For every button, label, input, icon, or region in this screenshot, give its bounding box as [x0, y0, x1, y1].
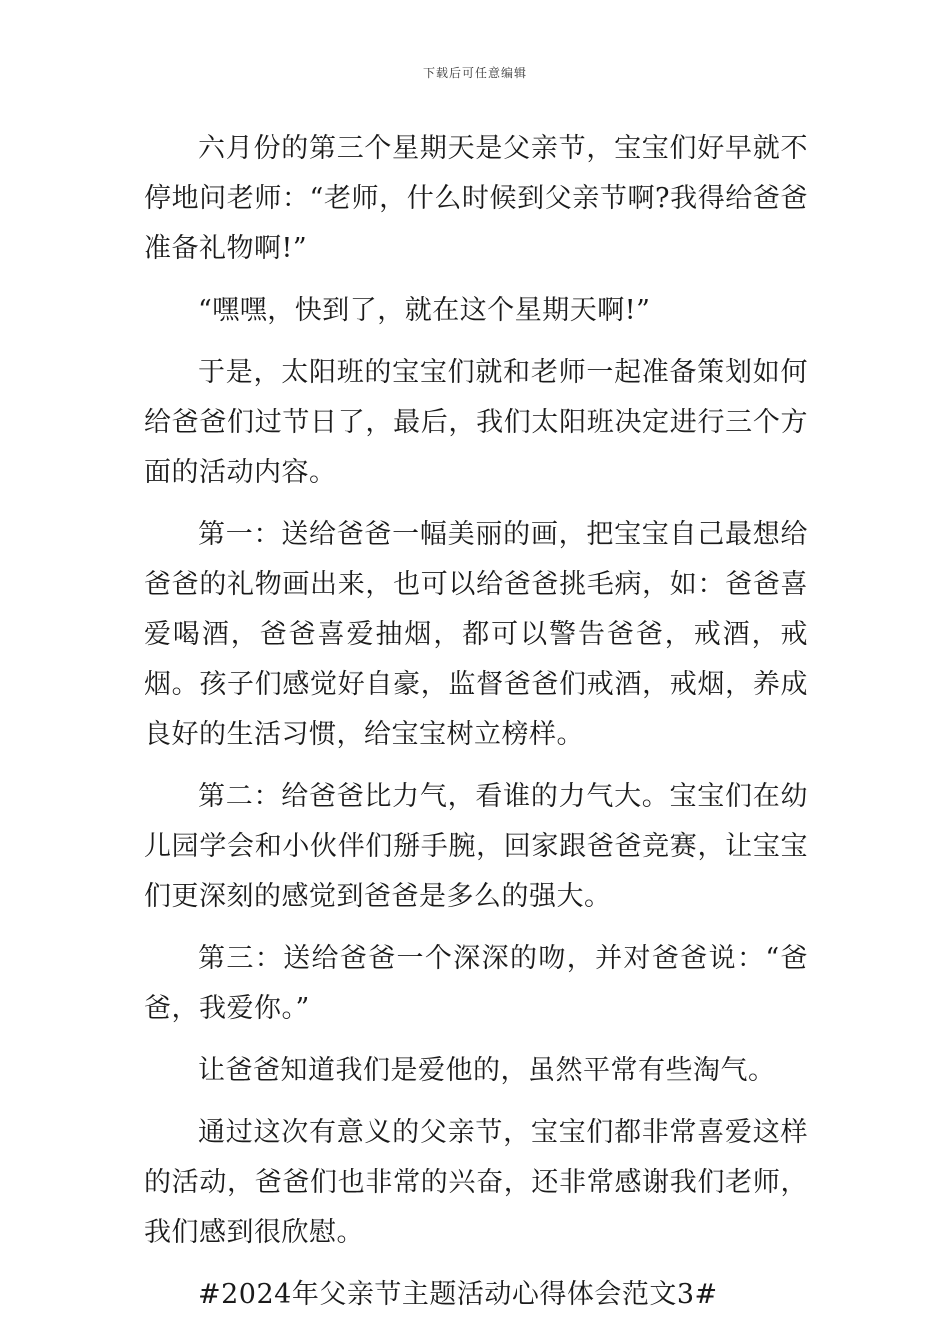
paragraph: 于是，太阳班的宝宝们就和老师一起准备策划如何给爸爸们过节日了，最后，我们太阳班决定进行三个方面的活动内容。 — [144, 357, 808, 488]
paragraph: 第一：送给爸爸一幅美丽的画，把宝宝自己最想给爸爸的礼物画出来，也可以给爸爸挑毛病，如：爸爸喜爱喝酒，爸爸喜爱抽烟，都可以警告爸爸，戒酒，戒烟。孩子们感觉好自豪，监督爸爸们戒酒，戒烟，养成良好的生活习惯，给宝宝树立榜样。 — [144, 519, 808, 750]
section-heading: #2024年父亲节主题活动心得体会范文3# — [198, 1279, 718, 1310]
paragraph: 通过这次有意义的父亲节，宝宝们都非常喜爱这样的活动，爸爸们也非常的兴奋，还非常感谢我们老师，我们感到很欣慰。 — [144, 1117, 808, 1248]
paragraph: “嘿嘿，快到了，就在这个星期天啊!” — [198, 295, 651, 326]
paragraph: 让爸爸知道我们是爱他的，虽然平常有些淘气。 — [198, 1055, 776, 1086]
paragraph: 第二：给爸爸比力气，看谁的力气大。宝宝们在幼儿园学会和小伙伴们掰手腕，回家跟爸爸竞赛，让宝宝们更深刻的感觉到爸爸是多么的强大。 — [144, 781, 808, 912]
paragraph: 第三：送给爸爸一个深深的吻，并对爸爸说：“爸爸，我爱你。” — [144, 943, 808, 1024]
header-note: 下载后可任意编辑 — [422, 66, 527, 80]
paragraph: 六月份的第三个星期天是父亲节，宝宝们好早就不停地问老师：“老师，什么时候到父亲节啊?我得给爸爸准备礼物啊!” — [144, 133, 808, 264]
document-body — [144, 124, 808, 1332]
